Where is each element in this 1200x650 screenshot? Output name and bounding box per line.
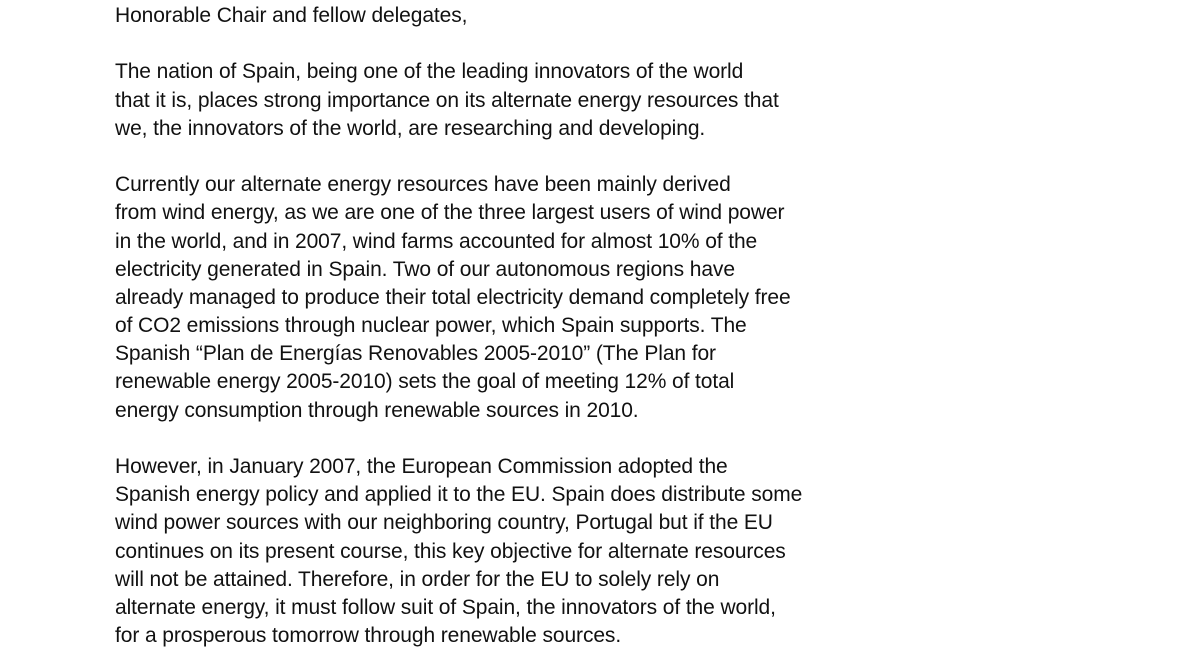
paragraph-2-line-3: in the world, and in 2007, wind farms accounted for almost 10% of the [115, 229, 758, 253]
paragraph-3-line-7: for a prosperous tomorrow through renewable sources. [115, 624, 622, 648]
paragraph-3-line-3: wind power sources with our neighboring country, Portugal but if the EU [115, 511, 773, 535]
speech-text [115, 2, 935, 650]
paragraph-2-line-2: from wind energy, as we are one of the three largest users of wind power [115, 201, 785, 225]
paragraph-2-line-9: energy consumption through renewable sources in 2010. [115, 398, 639, 422]
paragraph-3-line-5: will not be attained. Therefore, in order for the EU to solely rely on [115, 567, 720, 591]
paragraph-2 [115, 171, 935, 425]
paragraph-2-line-4: electricity generated in Spain. Two of our autonomous regions have [115, 257, 735, 281]
paragraph-3-line-4: continues on its present course, this key objective for alternate resources [115, 539, 786, 563]
paragraph-2-line-5: already managed to produce their total electricity demand completely free [115, 285, 791, 309]
paragraph-2-line-6: of CO2 emissions through nuclear power, which Spain supports. The [115, 314, 747, 338]
paragraph-3-line-6: alternate energy, it must follow suit of Spain, the innovators of the world, [115, 595, 776, 619]
paragraph-2-line-7: Spanish “Plan de Energías Renovables 2005-2010” (The Plan for [115, 342, 716, 366]
paragraph-3-line-1: However, in January 2007, the European Commission adopted the [115, 455, 728, 478]
paragraph-2-line-8: renewable energy 2005-2010) sets the goal of meeting 12% of total [115, 370, 735, 394]
paragraph-spacer [115, 30, 935, 58]
paragraph-1-line-3: we, the innovators of the world, are researching and developing. [115, 116, 706, 140]
paragraph-spacer [115, 143, 935, 171]
paragraph-spacer [115, 425, 935, 453]
paragraph-1 [115, 58, 935, 143]
paragraph-2-line-1: Currently our alternate energy resources have been mainly derived [115, 173, 731, 197]
salutation: Honorable Chair and fellow delegates, [115, 4, 468, 27]
paragraph-3-line-2: Spanish energy policy and applied it to the EU. Spain does distribute some [115, 483, 803, 507]
paragraph-1-line-2: that it is, places strong importance on its alternate energy resources that [115, 88, 779, 112]
paragraph-3 [115, 453, 935, 650]
paragraph-1-line-1: The nation of Spain, being one of the leading innovators of the world [115, 60, 744, 84]
